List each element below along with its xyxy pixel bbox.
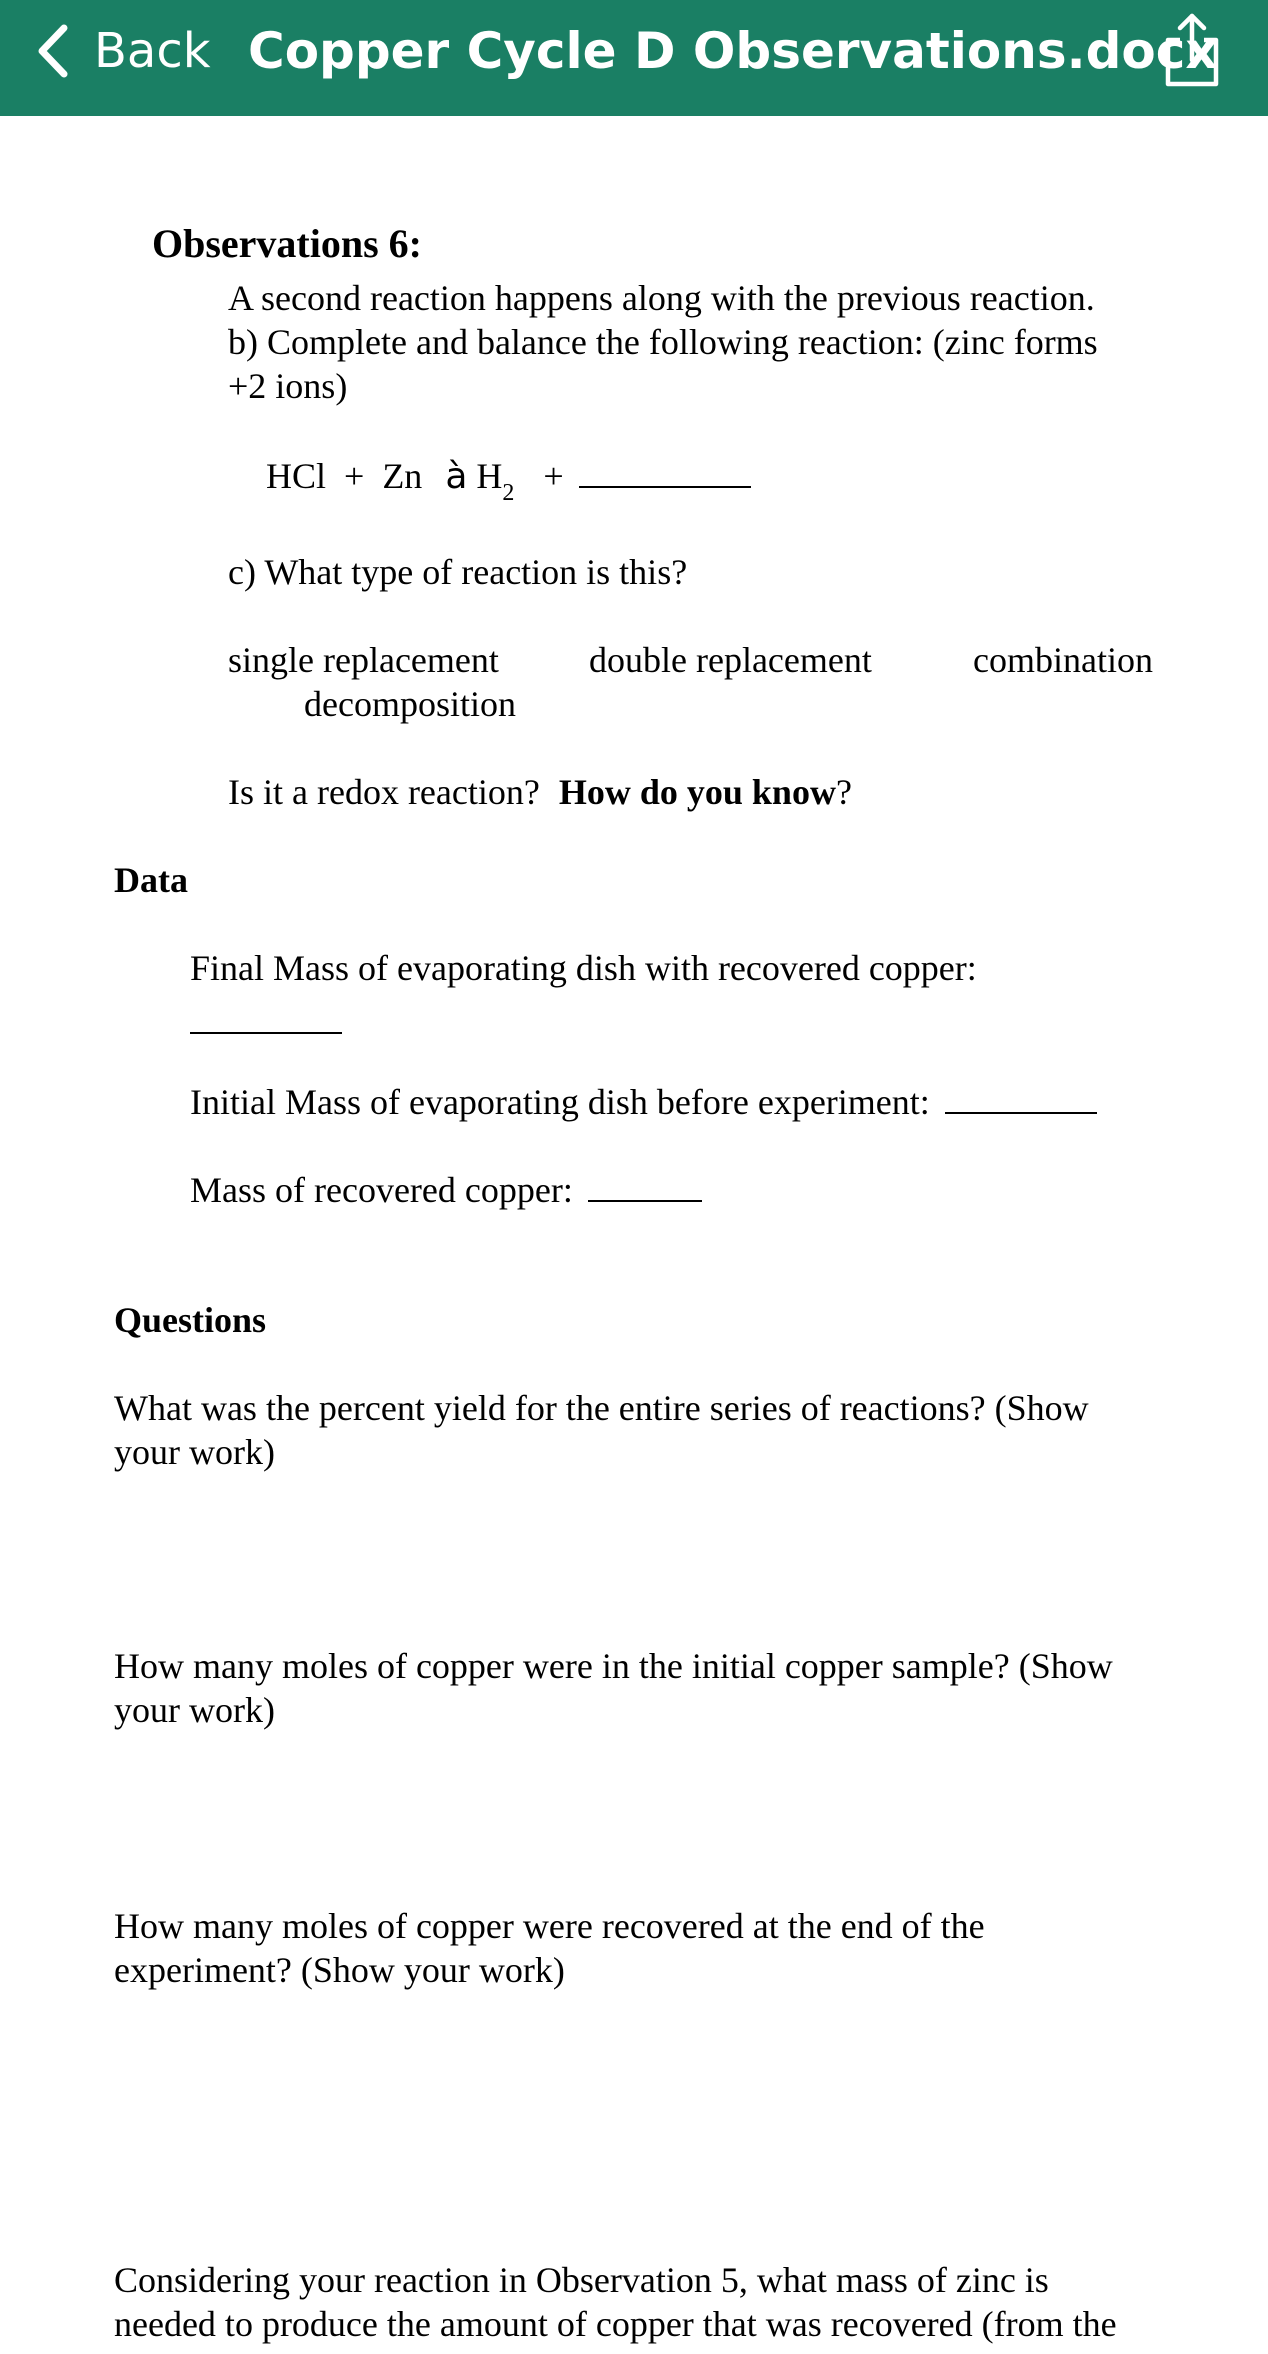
question-4-line-2: needed to produce the amount of copper that was recovered (from the [114,2304,1117,2344]
option-combination: combination [973,640,1153,680]
redox-bold: How do you know [558,772,836,812]
back-button[interactable] [34,16,211,86]
redox-suffix: ? [835,772,852,812]
reaction-equation [266,452,751,506]
equation-product-h: H [476,456,503,496]
initial-mass-blank [945,1078,1097,1114]
equation-subscript: 2 [502,480,515,506]
equation-reactants: HCl + Zn [266,456,423,496]
recovered-mass-blank [588,1166,702,1202]
questions-heading: Questions [114,1300,267,1340]
data-heading: Data [114,860,188,900]
observations-6-heading: Observations 6: [152,221,422,266]
top-nav-bar [0,0,1268,116]
option-single-replacement: single replacement [228,640,499,680]
option-decomposition: decomposition [304,684,516,724]
question-c: c) What type of reaction is this? [228,552,688,592]
equation-blank [579,452,751,488]
recovered-mass-text: Mass of recovered copper: [190,1170,573,1210]
obs6-line-2: b) Complete and balance the following reaction: (zinc forms [228,322,1098,362]
question-2-line-2: your work) [114,1690,275,1730]
question-1-line-2: your work) [114,1432,275,1472]
equation-plus: + [543,456,564,496]
document-page[interactable] [0,116,1268,2354]
recovered-mass-label [190,1166,702,1212]
final-mass-label: Final Mass of evaporating dish with recovered copper: [190,948,977,988]
initial-mass-label [190,1078,1097,1124]
share-icon[interactable] [1160,10,1224,90]
question-3-line-2: experiment? (Show your work) [114,1950,565,1990]
document-title: Copper Cycle D Observations.docx [248,22,1218,80]
option-double-replacement: double replacement [589,640,872,680]
redox-prefix: Is it a redox reaction? [228,772,540,812]
obs6-line-3: +2 ions) [228,366,348,406]
final-mass-blank [190,998,342,1034]
obs6-line-1: A second reaction happens along with the previous reaction. [228,278,1095,318]
question-2-line-1: How many moles of copper were in the initial copper sample? (Show [114,1646,1113,1686]
initial-mass-text: Initial Mass of evaporating dish before experiment: [190,1082,930,1122]
redox-question [228,770,852,814]
equation-arrow: à [445,456,468,497]
back-label: Back [94,23,211,79]
question-1-line-1: What was the percent yield for the entire series of reactions? (Show [114,1388,1089,1428]
question-3-line-1: How many moles of copper were recovered at the end of the [114,1906,985,1946]
question-4-line-1: Considering your reaction in Observation 5, what mass of zinc is [114,2260,1049,2300]
chevron-left-icon [34,22,74,80]
